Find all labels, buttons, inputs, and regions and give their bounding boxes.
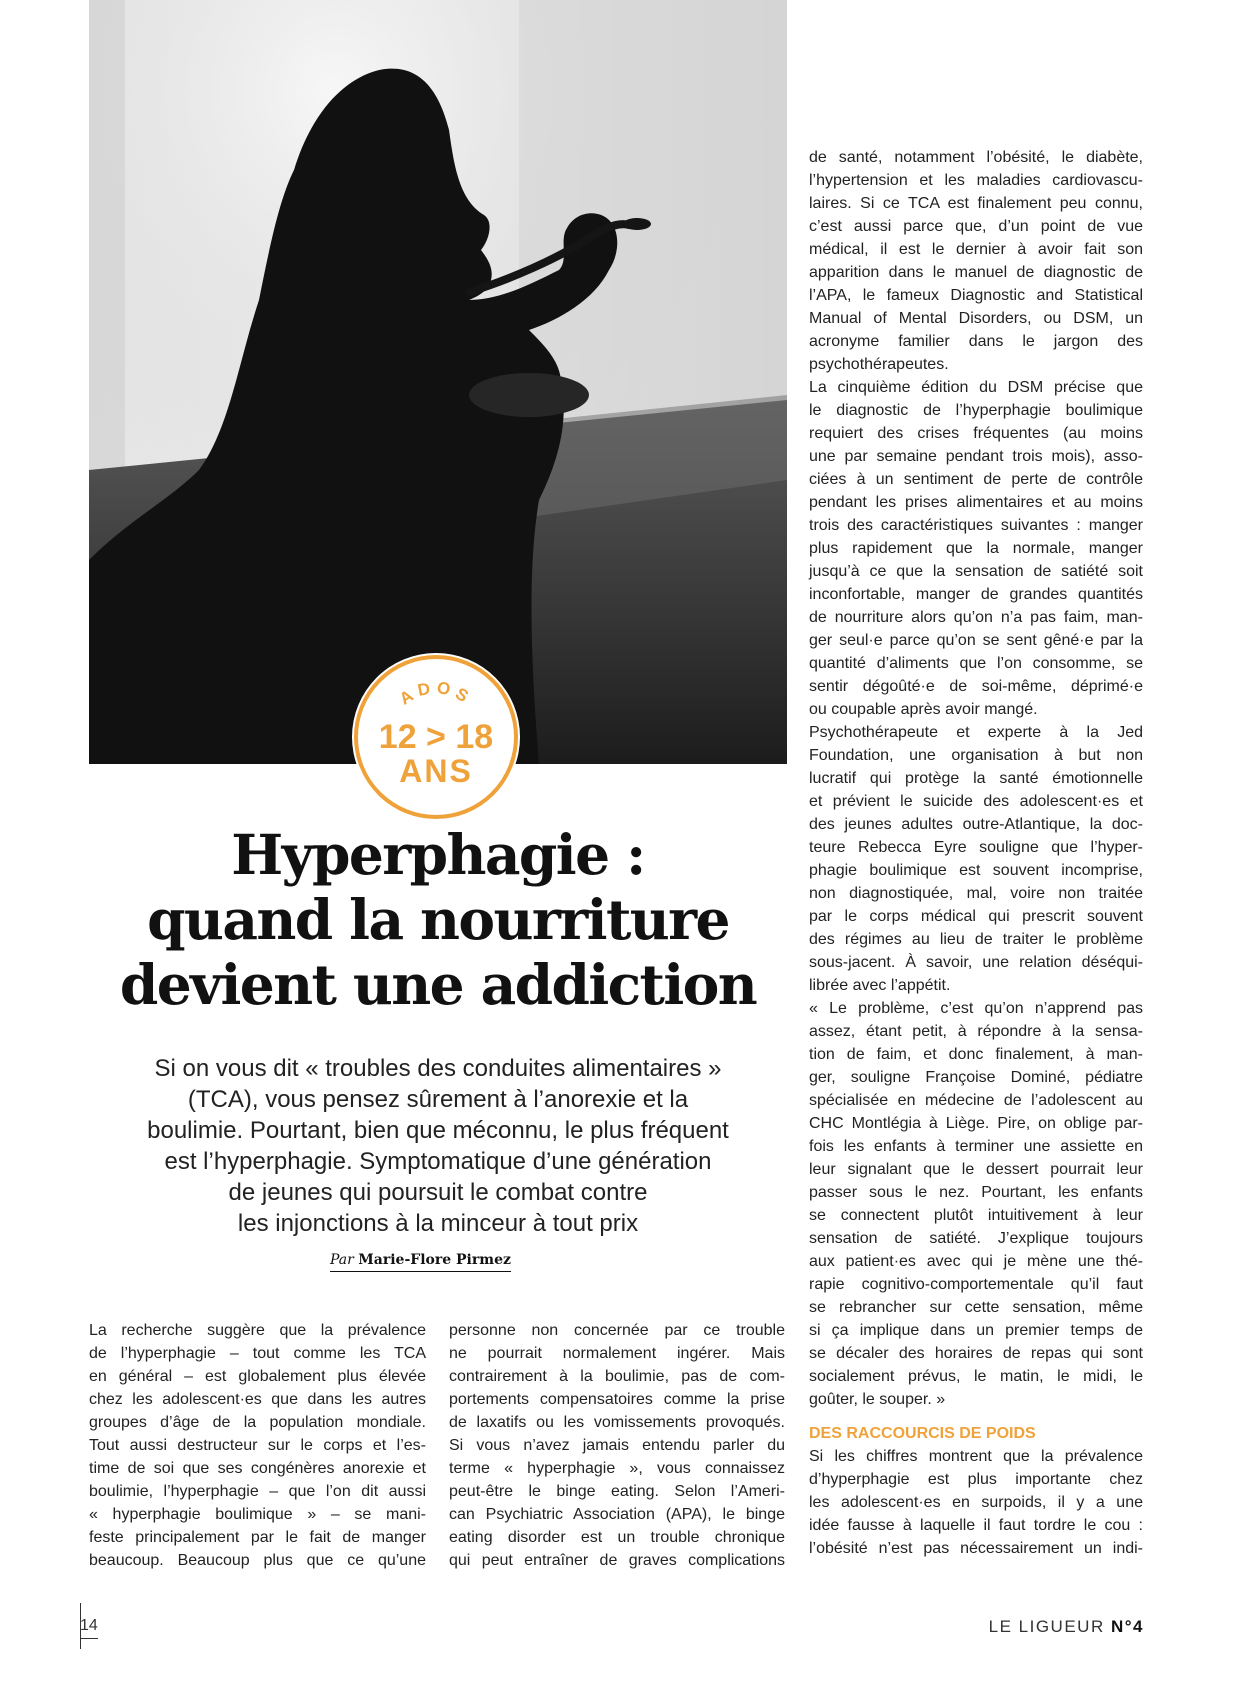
intro-line: boulimie. Pourtant, bien que méconnu, le plus fréquent — [147, 1117, 729, 1144]
text-line: socialement prévus, le matin, le midi, le — [809, 1368, 1143, 1385]
text-line: La cinquième édition du DSM précise que — [809, 379, 1143, 396]
text-line: des jeunes adultes outre-Atlantique, la doc- — [809, 816, 1143, 833]
text-line: se connectent plutôt intuitivement à leur — [809, 1207, 1143, 1224]
text-line: rapie cognitivo-comportementale qu’il faut — [809, 1276, 1143, 1293]
text-line: l’hypertension et les maladies cardiovascu- — [809, 172, 1143, 189]
text-line: de l’hyperphagie – tout comme les TCA — [89, 1345, 426, 1362]
text-line: assez, étant petit, à répondre à la sensa- — [809, 1023, 1143, 1040]
text-line: sentir dégoûté·e de soi-même, déprimé·e — [809, 678, 1143, 695]
text-line: Foundation, une organisation à but non — [809, 747, 1143, 764]
text-line: c’est aussi parce que, d’un point de vue — [809, 218, 1143, 235]
magazine-footer — [989, 1616, 1144, 1638]
headline — [89, 822, 787, 1017]
text-line: ger seul·e parce qu’on se sent gêné·e par la — [809, 632, 1143, 649]
text-line: goûter, le souper. » — [809, 1391, 946, 1408]
headline-line: Hyperphagie : — [231, 822, 645, 887]
text-line: médical, il est le dernier à avoir fait son — [809, 241, 1143, 258]
text-line: l’APA, le fameux Diagnostic and Statistical — [809, 287, 1143, 304]
text-line: acronyme familier dans le jargon des — [809, 333, 1143, 350]
text-line: aux patient·es avec qui je mène une thé- — [809, 1253, 1143, 1270]
text-line: se décaler des horaires de repas qui sont — [809, 1345, 1143, 1362]
intro-line: (TCA), vous pensez sûrement à l’anorexie et la — [187, 1086, 689, 1113]
text-line: le diagnostic de l’hyperphagie boulimique — [809, 402, 1143, 419]
badge-label: ADOS — [396, 677, 477, 709]
text-line: et prévient le suicide des adolescent·es et — [809, 793, 1143, 810]
paragraph-gap — [809, 1411, 1143, 1422]
text-line: Si vous n’avez jamais entendu parler du — [449, 1437, 785, 1454]
text-line: portements compensatoires comme la prise — [449, 1391, 785, 1408]
byline-author: Marie-Flore Pirmez — [358, 1252, 511, 1268]
text-line: terme « hyperphagie », vous connaissez — [449, 1460, 785, 1477]
article-column-1 — [89, 1319, 426, 1572]
text-line: La recherche suggère que la prévalence — [89, 1322, 426, 1339]
text-line: pendant les prises alimentaires et au moins — [809, 494, 1143, 511]
text-line: idée fausse à laquelle il faut tordre le cou : — [809, 1517, 1143, 1534]
text-line: d’hyperphagie est plus importante chez — [809, 1471, 1143, 1488]
text-line: sensation de satiété. J’explique toujours — [809, 1230, 1143, 1247]
badge-age-range: 12 > 18 — [378, 718, 494, 756]
text-line: boulimie, l’hyperphagie – que l’on dit aussi — [89, 1483, 426, 1500]
text-line: qui peut entraîner de graves complications — [449, 1552, 785, 1569]
text-line: Si les chiffres montrent que la prévalence — [809, 1448, 1143, 1465]
byline — [330, 1249, 511, 1272]
text-line: beaucoup. Beaucoup plus que ce qu’une — [89, 1552, 426, 1569]
text-line: spécialisée en médecine de l’adolescent au — [809, 1092, 1143, 1109]
magazine-name: LE LIGUEUR — [988, 1617, 1105, 1636]
text-line: personne non concernée par ce trouble — [449, 1322, 785, 1339]
text-line: Tout aussi destructeur sur le corps et l’es- — [89, 1437, 426, 1454]
text-line: si ça implique dans un premier temps de — [809, 1322, 1143, 1339]
text-line: chez les adolescent·es que dans les autres — [89, 1391, 426, 1408]
text-line: de santé, notamment l’obésité, le diabète, — [809, 149, 1143, 166]
text-line: ou coupable après avoir mangé. — [809, 701, 1038, 718]
text-line: feste principalement par le fait de manger — [89, 1529, 426, 1546]
intro-paragraph — [95, 1053, 781, 1239]
text-line: phagie boulimique est souvent incomprise, — [809, 862, 1143, 879]
article-column-3 — [809, 146, 1143, 1560]
text-line: une par semaine pendant trois mois), asso- — [809, 448, 1143, 465]
text-line: plus rapidement que la normale, manger — [809, 540, 1143, 557]
byline-prefix: Par — [330, 1252, 354, 1268]
intro-line: est l’hyperphagie. Symptomatique d’une génération — [164, 1148, 712, 1175]
text-line: des régimes au lieu de traiter le problème — [809, 931, 1143, 948]
headline-line: devient une addiction — [119, 952, 757, 1017]
text-line: laires. Si ce TCA est finalement peu connu, — [809, 195, 1143, 212]
text-line: « Le problème, c’est qu’on n’apprend pas — [809, 1000, 1143, 1017]
text-line: jusqu’à ce que la sensation de satiété soit — [809, 563, 1143, 580]
issue-number: N°4 — [1110, 1617, 1144, 1636]
text-line: time de soi que ses congénères anorexie et — [89, 1460, 426, 1477]
text-line: de nourriture alors qu’on n’a pas faim, man- — [809, 609, 1143, 626]
text-line: can Psychiatric Association (APA), le binge — [449, 1506, 785, 1523]
text-line: ciées à un sentiment de perte de contrôle — [809, 471, 1143, 488]
text-line: ne pourrait normalement ingérer. Mais — [449, 1345, 785, 1362]
text-line: inconfortable, manger de grandes quantités — [809, 586, 1143, 603]
text-line: peut-être le binge eating. Selon l’Ameri- — [449, 1483, 785, 1500]
page-number: 14 — [80, 1615, 98, 1639]
text-line: se rebrancher sur cette sensation, même — [809, 1299, 1143, 1316]
text-line: teure Rebecca Eyre souligne que l’hyper- — [809, 839, 1143, 856]
text-line: les adolescent·es en surpoids, il y a une — [809, 1494, 1143, 1511]
badge-unit: ANS — [399, 753, 473, 789]
text-line: Manual of Mental Disorders, ou DSM, un — [809, 310, 1143, 327]
text-line: trois des caractéristiques suivantes : manger — [809, 517, 1143, 534]
text-line: CHC Montlégia à Liège. Pire, on oblige par- — [809, 1115, 1143, 1132]
intro-line: de jeunes qui poursuit le combat contre — [228, 1179, 648, 1206]
text-line: contrairement à la boulimie, pas de com- — [449, 1368, 785, 1385]
text-line: ger, souligne Françoise Dominé, pédiatre — [809, 1069, 1143, 1086]
text-line: lucratif qui protège la santé émotionnelle — [809, 770, 1143, 787]
headline-line: quand la nourriture — [147, 887, 729, 952]
text-line: Psychothérapeute et experte à la Jed — [809, 724, 1143, 741]
text-line: librée avec l’appétit. — [809, 977, 951, 994]
text-line: leur signalant que le dessert pourrait leur — [809, 1161, 1143, 1178]
text-line: non diagnostiquée, mal, voire non traitée — [809, 885, 1143, 902]
intro-line: Si on vous dit « troubles des conduites alimentaires » — [154, 1055, 722, 1082]
text-line: l’obésité n’est pas nécessairement un indi- — [809, 1540, 1143, 1557]
text-line: requiert des crises fréquentes (au moins — [809, 425, 1143, 442]
text-line: eating disorder est un trouble chronique — [449, 1529, 785, 1546]
text-line: quantité d’aliments que l’on consomme, se — [809, 655, 1143, 672]
text-line: groupes d’âge de la population mondiale. — [89, 1414, 426, 1431]
article-column-2 — [449, 1319, 785, 1572]
text-line: fois les enfants à terminer une assiette en — [809, 1138, 1143, 1155]
text-line: tion de faim, et donc finalement, à man- — [809, 1046, 1143, 1063]
text-line: de laxatifs ou les vomissements provoqués. — [449, 1414, 785, 1431]
text-line: psychothérapeutes. — [809, 356, 949, 373]
age-badge — [349, 650, 523, 824]
text-line: par le corps médical qui prescrit souvent — [809, 908, 1143, 925]
text-line: passer sous le nez. Pourtant, les enfants — [809, 1184, 1143, 1201]
text-line: en général – est globalement plus élevée — [89, 1368, 426, 1385]
section-subheading: DES RACCOURCIS DE POIDS — [809, 1425, 1036, 1442]
text-line: apparition dans le manuel de diagnostic de — [809, 264, 1143, 281]
intro-line: les injonctions à la minceur à tout prix — [237, 1210, 639, 1237]
text-line: sous-jacent. À savoir, une relation déséqui- — [809, 954, 1143, 971]
text-line: « hyperphagie boulimique » – se mani- — [89, 1506, 426, 1523]
